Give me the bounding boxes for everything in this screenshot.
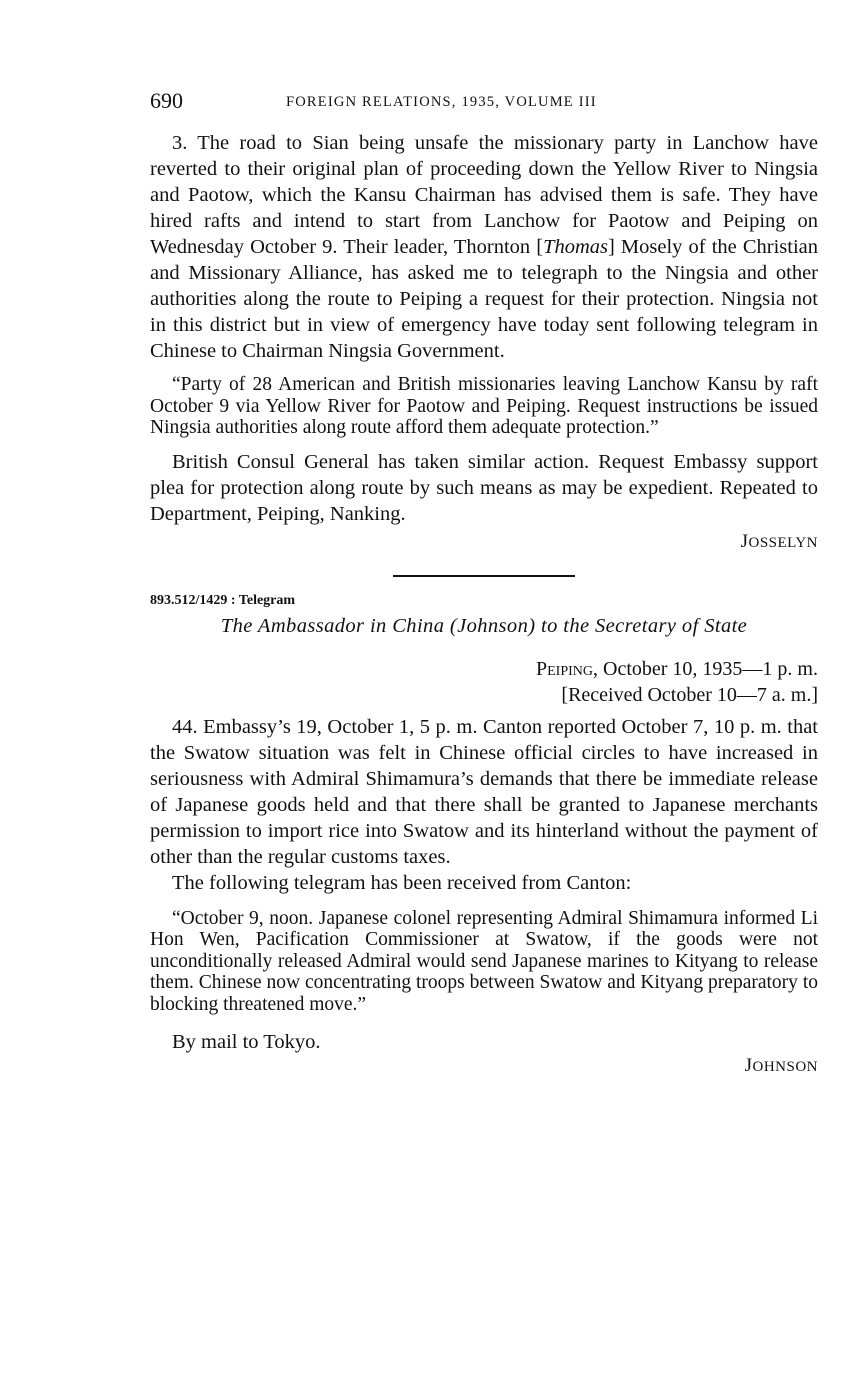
paragraph-44: 44. Embassy’s 19, October 1, 5 p. m. Canton reported October 7, 10 p. m. that the Swatow situation was felt in Chinese official circles to have increased in seriousness with Admiral Shimamura’s demands that there be immediate release of Japanese goods held and that there shall be granted to Japanese merchants permission to import rice into Swatow and its hinterland without the payment of other than the regular customs taxes. [150,715,818,868]
received-line: [Received October 10—7 a. m.] [561,683,818,706]
bracketed-name: Thomas [543,236,609,258]
paragraph-3-text-b: ] Mosely of the Christian and Missionary Alliance, has asked me to telegraph to the Ningsia and other authorities along the route to Peiping a request for their protection. Ningsia not in this district but in view of emergency have today sent following telegram in Chinese to Chairman Ningsia Government. [150,236,818,362]
signature-johnson-rest: OHNSON [752,1059,818,1075]
paragraph-following-telegram: The following telegram has been received from Canton: [172,871,632,894]
document-title: The Ambassador in China (Johnson) to the Secretary of State [220,614,748,637]
signature-josselyn [150,531,818,553]
quoted-telegram-ningsia: “Party of 28 American and British missionaries leaving Lanchow Kansu by raft October 9 via Yellow River for Paotow and Peiping. Request instructions be issued Ningsia authorities along route afford them adequate protection.” [150,374,818,438]
paragraph-3-text-a: 3. The road to Sian being unsafe the missionary party in Lanchow have reverted to their original plan of proceeding down the Yellow River to Ningsia and Paotow, which the Kansu Chairman has advised them is safe. They have hired rafts and intend to start from Lanchow for Paotow and Peiping on Wednesday October 9. Their leader, Thornton [ [150,132,818,258]
document-page [150,88,818,1077]
signature-johnson-initial: J [744,1055,753,1076]
running-header [150,88,818,120]
signature-josselyn-initial: J [740,530,749,552]
page-number: 690 [150,88,183,113]
file-reference: 893.512/1429 : Telegram [150,592,296,608]
signature-johnson [150,1055,818,1077]
paragraph-consul: British Consul General has taken similar action. Request Embassy support plea for protection along route by such means as may be expedient. Repeated to Department, Peiping, Nanking. [150,450,818,525]
by-mail-note: By mail to Tokyo. [172,1031,321,1053]
dateline-date: , October 10, 1935—1 p. m. [593,657,818,680]
dateline-place: Peiping [536,657,594,680]
section-divider [393,575,575,577]
quoted-telegram-canton: “October 9, noon. Japanese colonel representing Admiral Shimamura informed Li Hon Wen, Pacification Commissioner at Swatow, if the goods were not unconditionally released Admiral would send Japanese marines to Kityang to release them. Chinese now concentrating troops between Swatow and Kityang preparatory to blocking threatened move.” [150,907,818,1015]
dateline [150,656,818,682]
signature-josselyn-rest: OSSELYN [748,534,818,551]
paragraph-3 [150,130,818,364]
running-header-title: FOREIGN RELATIONS, 1935, VOLUME III [286,94,597,110]
